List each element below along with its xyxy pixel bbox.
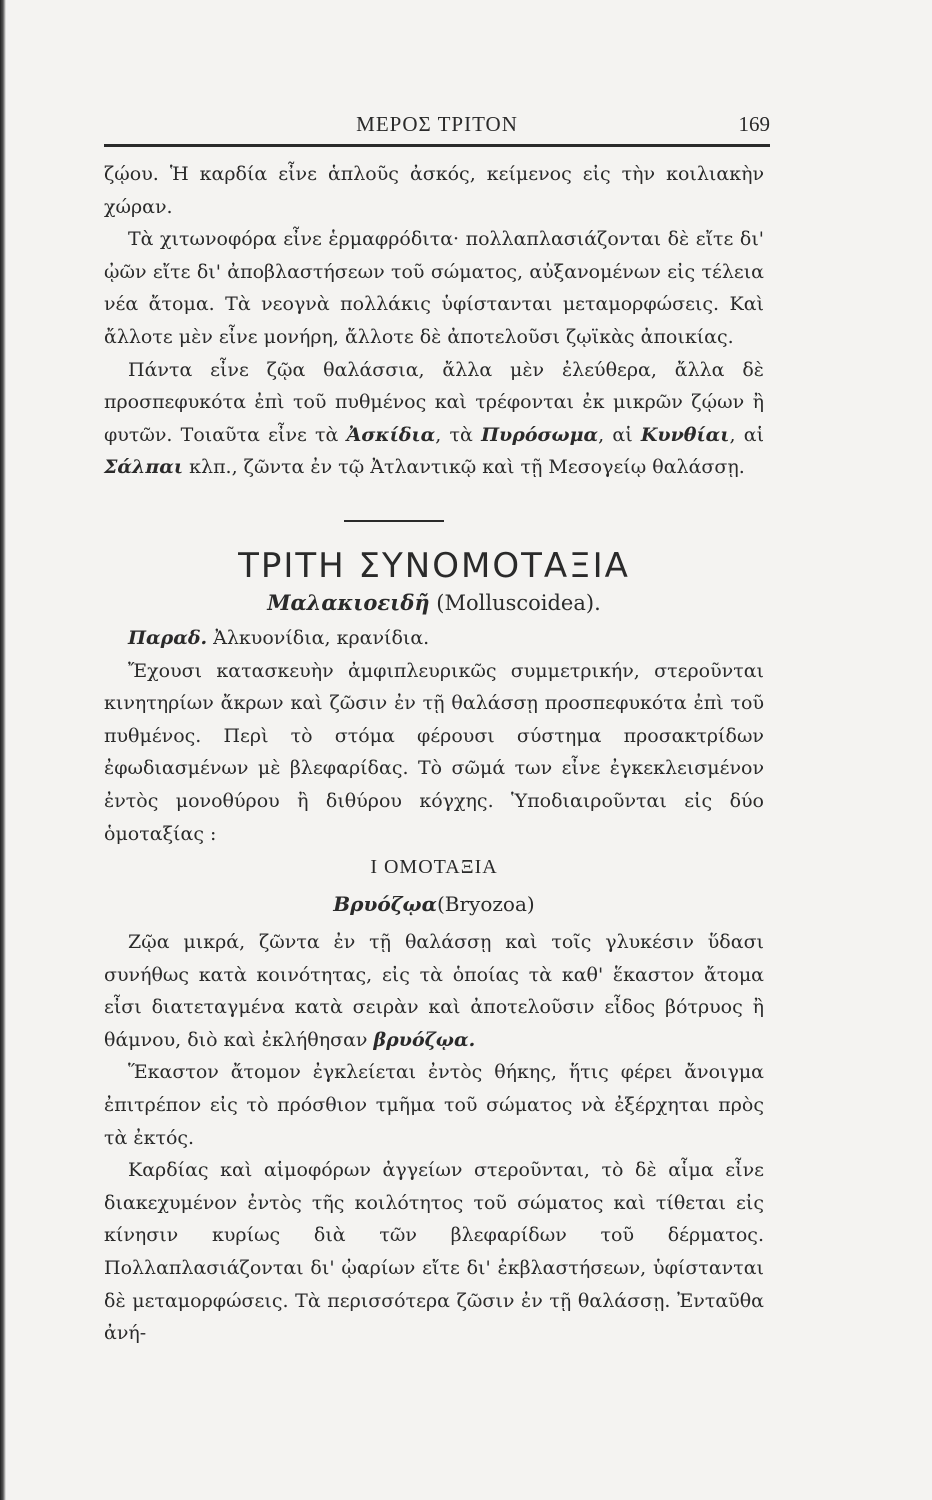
subsection-paragraph-2: Ἕκαστον ἄτομον ἐγκλείεται ἐντὸς θήκης, ἥτις φέρει ἄνοιγμα ἐπιτρέπον εἰς τὸ πρόσθιον τμῆμα τοῦ σώματος νὰ ἐξέρχηται πρὸς τὰ ἐκτός.: [104, 1061, 764, 1149]
examples-text: Ἀλκυονίδια, κρανίδια.: [207, 627, 430, 649]
term-pyrosoma: Πυρόσωμα: [481, 423, 599, 446]
section-title: ΤΡΙΤΗ ΣΥΝΟΜΟΤΑΞΙΑ: [238, 546, 630, 586]
text-run: , αἱ: [598, 423, 641, 446]
subsection-text: [104, 926, 764, 1350]
running-head: ΜΕΡΟΣ ΤΡΙΤΟΝ: [356, 112, 518, 136]
intro-paragraph-2: Τὰ χιτωνοφόρα εἶνε ἑρμαφρόδιτα· πολλαπλασιάζονται δὲ εἴτε δι' ᾠῶν εἴτε δι' ἀποβλαστήσεων τοῦ σώματος, αὐξανομένων εἰς τέλεια νέα ἄτομα. Τὰ νεογνὰ πολλάκις ὑφίστανται μεταμορφώσεις. Καὶ ἄλλοτε μὲν εἶνε μονήρη, ἄλλοτε δὲ ἀποτελοῦσι ζῳϊκὰς ἀποικίας.: [104, 228, 764, 348]
subsection-name-greek: Βρυόζῳα: [333, 892, 437, 916]
text-run: κλπ., ζῶντα ἐν τῷ Ἀτλαντικῷ καὶ τῇ Μεσογείῳ θαλάσσῃ.: [183, 456, 745, 479]
subtitle-greek: Μαλακιοειδῆ: [267, 590, 430, 615]
page-header: [104, 112, 770, 148]
page-binding-edge: [0, 0, 6, 1500]
text-run: Ζῷα μικρά, ζῶντα ἐν τῇ θαλάσσῃ καὶ τοῖς γλυκέσιν ὕδασι συνήθως κατὰ κοινότητας, εἰς τὰ ὁποίας τὰ καθ' ἕκαστον ἄτομα εἶσι διατεταγμένα κατὰ σειρὰν καὶ ἀποτελοῦσιν εἶδος βότρυος ἢ θάμνου, διὸ καὶ ἐκλήθησαν: [104, 931, 764, 1051]
subsection-paragraph-3: Καρδίας καὶ αἱμοφόρων ἀγγείων στεροῦνται, τὸ δὲ αἷμα εἶνε διακεχυμένον ἐντὸς τῆς κοιλότητος τοῦ σώματος καὶ τίθεται εἰς κίνησιν κυρίως διὰ τῶν βλεφαρίδων τοῦ δέρματος. Πολλαπλασιάζονται δι' ᾠαρίων εἴτε δι' ἐκβλαστήσεων, ὑφίστανται δὲ μεταμορφώσεις. Τὰ περισσότερα ζῶσιν ἐν τῇ θαλάσσῃ. Ἐνταῦθα ἀνή-: [104, 1159, 764, 1345]
subsection-paragraph-1: [104, 926, 764, 1056]
subsection-name: [104, 892, 764, 916]
text-run: Πάντα εἶνε ζῷα θαλάσσια, ἄλλα μὲν ἐλεύθερα, ἄλλα δὲ προσπεφυκότα ἐπὶ τοῦ πυθμένος καὶ τρέφονται ἐκ μικρῶν ζῴων ἢ φυτῶν. Τοιαῦτα εἶνε τὰ: [104, 358, 764, 446]
section-subtitle: [104, 590, 764, 615]
term-ascidia: Ἀσκίδια: [346, 423, 436, 446]
term-salpai: Σάλπαι: [104, 456, 184, 479]
intro-text: [104, 158, 764, 484]
section-text: [104, 622, 764, 850]
intro-paragraph-1: ζῴου. Ἡ καρδία εἶνε ἁπλοῦς ἀσκός, κείμενος εἰς τὴν κοιλιακὴν χώραν.: [104, 163, 764, 218]
text-run: , τὰ: [435, 423, 482, 446]
text-run: , αἱ: [729, 423, 765, 446]
term-kynthiai: Κυνθίαι: [640, 423, 730, 446]
subsection-heading: Ι ΟΜΟΤΑΞΙΑ: [370, 856, 498, 878]
term-bryozoa: βρυόζῳα.: [373, 1028, 476, 1051]
intro-paragraph-3: [104, 354, 764, 484]
section-paragraph-1: Ἔχουσι κατασκευὴν ἀμφιπλευρικῶς συμμετρικήν, στεροῦνται κινητηρίων ἄκρων καὶ ζῶσιν ἐν τῇ θαλάσσῃ προσπεφυκότα ἐπὶ τοῦ πυθμένος. Περὶ τὸ στόμα φέρουσι σύστημα προσακτρίδων ἐφωδιασμένων μὲ βλεφαρίδας. Τὸ σῶμά των εἶνε ἐγκεκλεισμένον ἐντὸς μονοθύρου ἢ διθύρου κόγχης. Ὑποδιαιροῦνται εἰς δύο ὁμοταξίας :: [104, 659, 764, 845]
page-number: 169: [738, 112, 770, 136]
subsection-name-latin: (Bryozoa): [436, 892, 535, 916]
section-divider: [344, 520, 444, 522]
header-rule: [104, 144, 770, 147]
examples-label: Παραδ.: [128, 627, 208, 649]
subtitle-latin: (Molluscoidea).: [429, 591, 601, 615]
examples-line: [104, 622, 764, 655]
